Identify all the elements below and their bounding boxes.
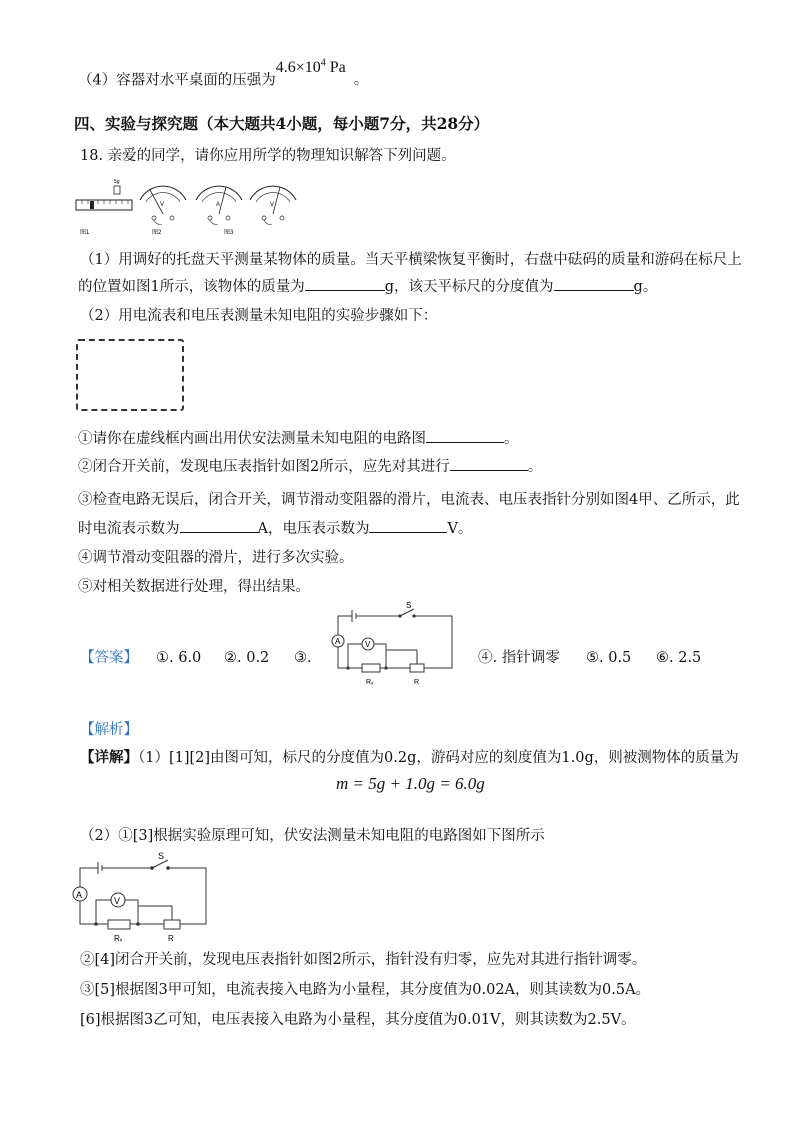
q4-text: （4）容器对水平桌面的压强为	[78, 72, 276, 89]
answer-3: ③.	[294, 650, 312, 666]
step4-line: ④调节滑动变阻器的滑片，进行多次实验。	[78, 550, 354, 566]
voltage-blank[interactable]	[369, 518, 447, 533]
division-blank[interactable]	[554, 276, 634, 291]
circuit-drawing-box[interactable]	[76, 339, 184, 411]
q4-value: $4.6\times 10^4$ Pa	[275, 58, 346, 77]
detail-line-5: [6]根据图3乙可知，电压表接入电路为小量程，其分度值为0.01V，则其读数为2.5V。	[80, 1012, 636, 1028]
meter-3b-v-label: V	[270, 202, 275, 208]
step5-line: ⑤对相关数据进行处理，得出结果。	[78, 579, 310, 595]
answer-4: ④. 指针调零	[478, 650, 560, 666]
fig3-label: 图3	[224, 230, 234, 236]
detail-voltmeter-label: V	[114, 896, 121, 906]
step2-line: ②闭合开关前，发现电压表指针如图2所示，应先对其进行 。	[78, 456, 542, 477]
analysis-label: 【解析】	[80, 722, 138, 738]
step1-line: ①请你在虚线框内画出用伏安法测量未知电阻的电路图 。	[78, 428, 519, 449]
meter-2-v-label: V	[160, 202, 165, 208]
part1-line-a: （1）用调好的托盘天平测量某物体的质量。当天平横梁恢复平衡时，右盘中砝码的质量和游码在标尺上	[80, 252, 742, 268]
detail-line-1: 【详解】（1）[1][2]由图可知，标尺的分度值为0.2g，游码对应的刻度值为1.0g，则被测物体的质量为	[80, 749, 739, 766]
meter-figure-3b	[250, 186, 296, 224]
detail-r-label: R	[168, 934, 174, 943]
detail-circuit-diagram	[66, 848, 216, 944]
answer-5: ⑤. 0.5	[586, 650, 632, 666]
detail-line-4: ③[5]根据图3甲可知，电流表接入电路为小量程，其分度值为0.02A，则其读数为0.5A。	[80, 982, 651, 998]
answer-6: ⑥. 2.5	[656, 650, 702, 666]
q4-line: （4）容器对水平桌面的压强为$4.6\times 10^4$ Pa。	[78, 58, 369, 89]
balance-ruler-figure	[76, 179, 132, 210]
zero-adjust-blank[interactable]	[450, 456, 528, 471]
mass-formula: m = 5g + 1.0g = 6.0g	[336, 774, 485, 793]
detail-line-2: （2）①[3]根据实验原理可知，伏安法测量未知电阻的电路图如下图所示	[80, 828, 545, 844]
meter-3a-a-label: A	[216, 202, 221, 208]
circuit-switch-label: S	[406, 601, 412, 610]
detail-rx-label: Rₓ	[114, 934, 123, 943]
section-title: 四、实验与探究题（本大题共4小题，每小题7分，共28分）	[74, 114, 490, 133]
detail-line-3: ②[4]闭合开关前，发现电压表指针如图2所示，指针没有归零，应先对其进行指针调零。	[80, 952, 647, 968]
circuit-blank[interactable]	[426, 428, 504, 443]
answer-circuit-diagram	[316, 598, 456, 690]
answer-label: 【答案】	[80, 650, 138, 666]
part2-line: （2）用电流表和电压表测量未知电阻的实验步骤如下：	[80, 308, 438, 324]
part1-line-b: 的位置如图1所示，该物体的质量为 g，该天平标尺的分度值为 g。	[78, 276, 657, 297]
current-blank[interactable]	[180, 518, 258, 533]
circuit-r-label: R	[414, 679, 420, 686]
fig2-label: 图2	[152, 230, 162, 236]
circuit-ammeter-label: A	[335, 637, 341, 646]
step3-line-a: ③检查电路无误后，闭合开关，调节滑动变阻器的滑片，电流表、电压表指针分别如图4甲、乙所示，此	[78, 492, 740, 508]
figures-row	[74, 174, 314, 236]
detail-ammeter-label: A	[76, 890, 83, 900]
svg-text:5g: 5g	[114, 179, 120, 185]
meter-figure-3a	[196, 186, 242, 224]
circuit-rx-label: Rₓ	[366, 679, 374, 686]
mass-blank[interactable]	[305, 276, 385, 291]
q18-intro: 18. 亲爱的同学，请你应用所学的物理知识解答下列问题。	[80, 148, 456, 164]
answer-1: ①. 6.0	[156, 650, 202, 666]
meter-figure-2	[140, 186, 186, 224]
step3-line-b: 时电流表示数为 A，电压表示数为 V。	[78, 518, 472, 539]
fig1-label: 图1	[80, 230, 90, 236]
detail-switch-label: S	[158, 851, 165, 861]
circuit-voltmeter-label: V	[365, 640, 371, 649]
answer-2: ②. 0.2	[224, 650, 270, 666]
